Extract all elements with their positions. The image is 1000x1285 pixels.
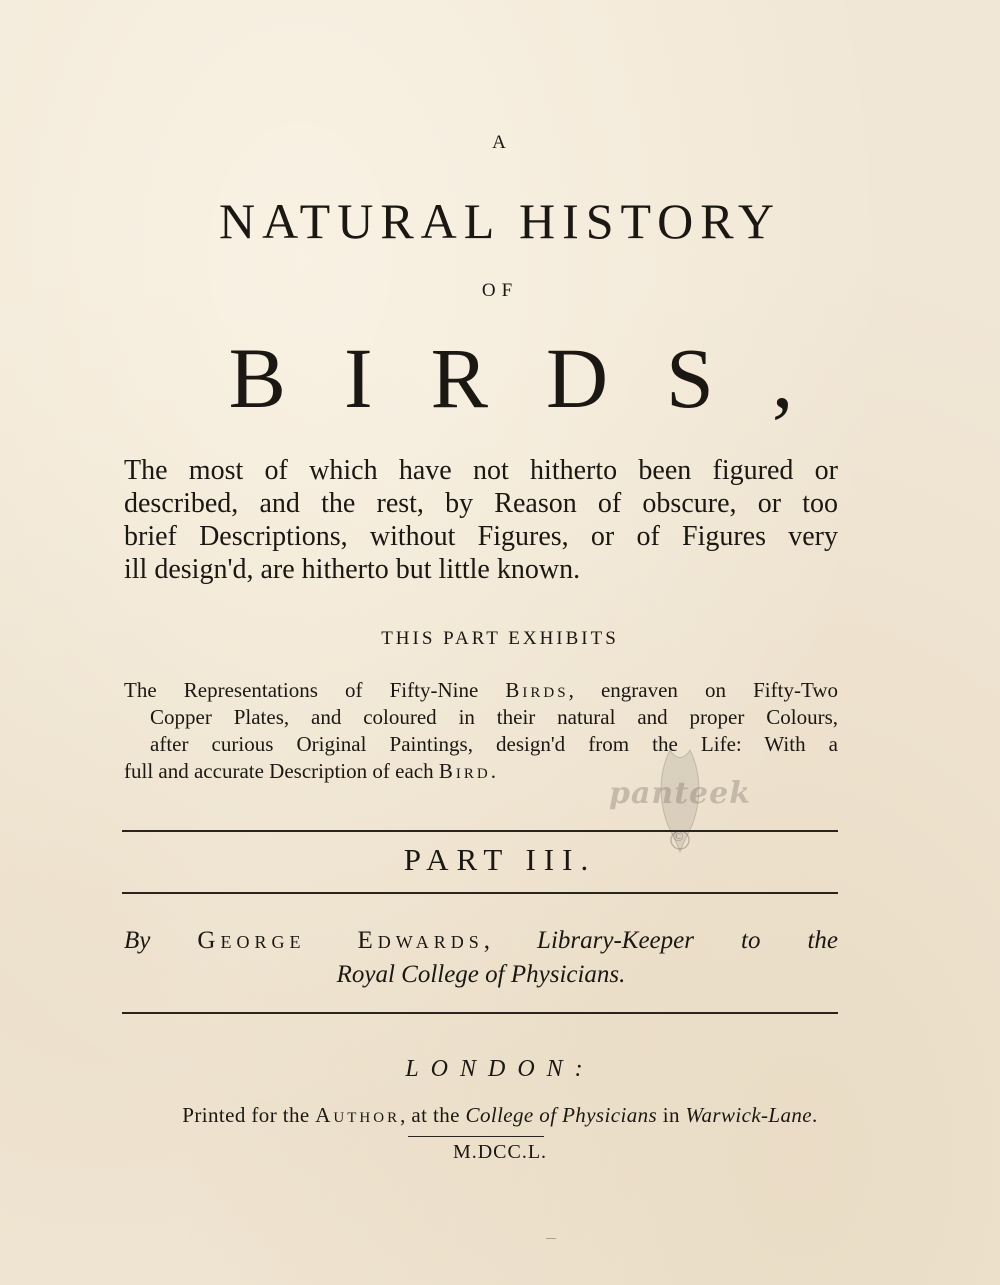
part-exhibits-heading: THIS PART EXHIBITS <box>381 628 619 649</box>
imprint-college: College of Physicians <box>465 1103 658 1127</box>
description-line: described, and the rest, by Reason of obscure, or too <box>124 488 838 519</box>
watermark-text: panteek <box>608 776 752 811</box>
rule-middle <box>122 892 838 894</box>
imprint-text-part: . <box>812 1103 818 1127</box>
representation-text-part: , engraven on Fifty-Two <box>568 678 838 702</box>
imprint-printed <box>0 1103 1000 1128</box>
title-of: OF <box>481 280 519 301</box>
description-line: The most of which have not hitherto been figured or <box>124 455 838 486</box>
imprint-text-part: , at the <box>400 1103 466 1127</box>
imprint-lane: Warwick-Lane <box>685 1103 813 1127</box>
imprint-text-part: Printed for the <box>182 1103 316 1127</box>
watermark-copyright: © <box>673 830 684 845</box>
rule-top <box>122 830 838 832</box>
date-rule <box>408 1136 544 1137</box>
representation-text-part: full and accurate Description of each <box>124 759 439 783</box>
birds-small-caps: Birds <box>505 678 569 702</box>
imprint-city: LONDON: <box>405 1056 595 1082</box>
description <box>124 454 838 586</box>
imprint-year: M.DCC.L. <box>452 1141 548 1163</box>
representation-line: after curious Original Paintings, design'd from the Life: With a <box>150 732 838 756</box>
description-line: brief Descriptions, without Figures, or of Figures very <box>124 521 838 552</box>
imprint-author: Author <box>315 1103 401 1127</box>
representation-line: Copper Plates, and coloured in their natural and proper Colours, <box>150 705 838 729</box>
author-line <box>124 924 838 958</box>
representation-text-part: . <box>490 759 496 783</box>
rule-bottom <box>122 1012 838 1014</box>
title-main: NATURAL HISTORY <box>219 193 781 249</box>
author-role-line2: Royal College of Physicians. <box>336 961 626 988</box>
ornament-mark <box>546 1238 556 1239</box>
title-subject: BIRDS, <box>228 330 852 426</box>
description-line: ill design'd, are hitherto but little known. <box>124 554 581 585</box>
representation-line <box>124 677 838 704</box>
author-comma: , <box>483 927 491 954</box>
bird-small-caps: Bird <box>438 759 491 783</box>
imprint-text-part: in <box>657 1103 686 1127</box>
representation-text-part: The Representations of Fifty-Nine <box>124 678 506 702</box>
author-name: George Edwards <box>197 927 484 954</box>
title-article: A <box>492 132 508 153</box>
part-number: PART III. <box>403 842 597 877</box>
author-block <box>124 924 838 992</box>
author-role: Library-Keeper to the <box>537 927 839 954</box>
author-by: By <box>124 927 151 954</box>
